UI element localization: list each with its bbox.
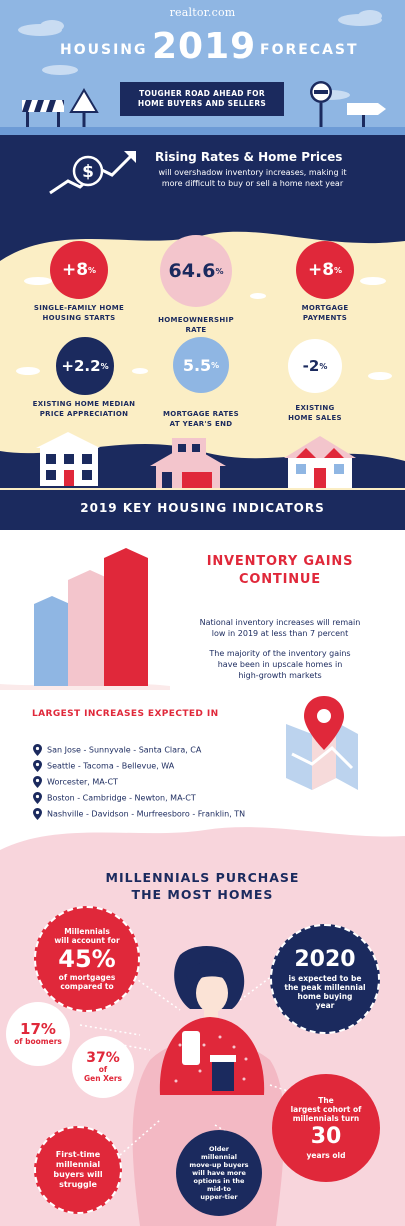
bubble-text: millennials turn <box>292 1114 360 1123</box>
inventory-text-majority <box>175 648 385 681</box>
coffee-cup-icon <box>212 1061 234 1091</box>
inventory-title-line1: INVENTORY GAINS <box>206 554 354 569</box>
stat-label-line1: EXISTING HOME MEDIAN <box>32 400 136 408</box>
stat-mortgage-payments-circle <box>296 241 354 299</box>
location-pin-icon <box>33 776 42 788</box>
house-right-icon <box>284 436 356 488</box>
bubble-text: largest cohort of <box>290 1105 362 1114</box>
bubble-cohort-30 <box>272 1074 380 1182</box>
city-list-item <box>33 744 201 756</box>
bubble-text: the peak millennial <box>284 982 366 992</box>
stat-mortgage-rates-label <box>141 409 261 429</box>
bubble-text: struggle <box>59 1180 97 1189</box>
bubble-peak-year-2020 <box>270 924 380 1034</box>
stat-home-sales-circle <box>288 339 342 393</box>
key-indicators-section <box>0 135 405 530</box>
page-title <box>0 26 405 74</box>
bubble-value: 37% <box>86 1050 120 1066</box>
warning-sign-icon <box>71 90 97 127</box>
location-pin-icon <box>33 760 42 772</box>
bubble-text: The <box>318 1096 334 1105</box>
bubble-genx-37 <box>72 1036 134 1098</box>
phone-icon <box>182 1031 200 1065</box>
realtor-logo: realtor.com <box>169 6 236 19</box>
millennials-title-line1: MILLENNIALS PURCHASE <box>105 870 300 885</box>
stat-housing-starts-label <box>19 303 139 323</box>
road-barrier-icon <box>22 100 64 127</box>
inventory-title-line2: CONTINUE <box>239 572 321 587</box>
inventory-text-line: high-growth markets <box>238 671 322 680</box>
bubble-text: First-time <box>55 1150 101 1159</box>
stat-home-sales-label <box>255 403 375 423</box>
tagline-line2: HOME BUYERS AND SELLERS <box>137 99 267 108</box>
stat-mortgage-rates-circle <box>173 337 229 393</box>
stat-suffix: % <box>215 266 224 276</box>
house-left-icon <box>36 432 100 486</box>
location-pin-icon <box>33 744 42 756</box>
stat-label-line2: HOME SALES <box>288 414 342 422</box>
bubble-text: year <box>315 1000 335 1010</box>
bubble-text: of boomers <box>14 1037 62 1046</box>
rising-subtitle <box>130 167 375 189</box>
indicators-title: 2019 KEY HOUSING INDICATORS <box>80 501 325 515</box>
stat-label-line1: MORTGAGE RATES <box>163 410 239 418</box>
stat-housing-starts-circle <box>50 241 108 299</box>
stat-label-line2: HOUSING STARTS <box>42 314 116 322</box>
bubble-move-up-buyers <box>176 1130 262 1216</box>
city-name: Seattle - Tacoma - Bellevue, WA <box>47 761 175 771</box>
bubble-boomers-17 <box>6 1002 70 1066</box>
city-list-item <box>33 808 245 820</box>
no-entry-sign-icon <box>310 81 332 127</box>
bubble-value: 45% <box>58 945 116 973</box>
bubble-text: upper-tier <box>200 1193 238 1201</box>
bubble-text: is expected to be <box>288 973 362 983</box>
stat-homeownership-label <box>136 315 256 335</box>
millennials-title-line2: THE MOST HOMES <box>131 887 274 902</box>
stat-suffix: % <box>211 360 220 370</box>
stat-label-line1: HOMEOWNERSHIP <box>158 316 234 324</box>
rising-subtitle-line2: more difficult to buy or sell a home next year <box>161 179 344 188</box>
svg-text:$: $ <box>82 162 94 182</box>
road-ground <box>0 127 405 135</box>
inventory-bars-illustration <box>0 540 170 690</box>
tagline-line1: TOUGHER ROAD AHEAD FOR <box>139 89 265 98</box>
bubble-text: mid-to <box>207 1185 231 1193</box>
rising-chart-icon <box>48 147 138 197</box>
stat-homeownership-value: 64.6 <box>168 260 216 282</box>
inventory-text-line: low in 2019 at less than 7 percent <box>211 629 349 638</box>
stat-suffix: % <box>319 361 328 371</box>
city-name: Worcester, MA-CT <box>47 777 118 787</box>
stat-label-line1: EXISTING <box>295 404 335 412</box>
title-housing: HOUSING <box>60 42 148 58</box>
stat-label-line1: SINGLE-FAMILY HOME <box>33 304 125 312</box>
bubble-text: buyers will <box>53 1170 103 1179</box>
millennials-title <box>0 869 405 903</box>
bubble-text: will account for <box>54 936 120 945</box>
stat-label-line2: PAYMENTS <box>302 314 348 322</box>
bubble-text: of <box>98 1065 108 1074</box>
arrow-sign-icon <box>347 103 386 127</box>
inventory-text-national <box>175 617 385 639</box>
stat-mortgage-payments-label <box>265 303 385 323</box>
stat-label-line1: MORTGAGE <box>301 304 349 312</box>
rising-subtitle-line1: will overshadow inventory increases, making it <box>158 168 347 177</box>
stat-label-line2: RATE <box>185 326 207 334</box>
stat-suffix: % <box>100 361 109 371</box>
bubble-value: 30 <box>310 1124 342 1149</box>
bubble-first-time-buyers <box>34 1126 122 1214</box>
rising-title: Rising Rates & Home Prices <box>155 150 343 164</box>
bubble-text: Gen Xers <box>83 1074 123 1083</box>
location-pin-icon <box>33 792 42 804</box>
stat-label-line2: PRICE APPRECIATION <box>39 410 129 418</box>
bubble-text: home buying <box>297 991 353 1001</box>
bubble-millennials-45 <box>34 906 140 1012</box>
bar-tall-icon <box>104 548 148 686</box>
city-name: Nashville - Davidson - Murfreesboro - Franklin, TN <box>47 809 246 819</box>
stat-price-appreciation-label <box>24 399 144 419</box>
inventory-title <box>180 553 380 589</box>
largest-increases-title: LARGEST INCREASES EXPECTED IN <box>32 709 219 719</box>
stat-suffix: % <box>88 265 97 275</box>
bubble-text: of mortgages <box>58 973 116 982</box>
city-list-item <box>33 760 174 772</box>
inventory-text-line: The majority of the inventory gains <box>209 649 351 658</box>
house-middle-icon <box>150 438 226 488</box>
stat-suffix: % <box>334 265 343 275</box>
bubble-value: 2020 <box>294 946 356 972</box>
inventory-text-line: have been in upscale homes in <box>217 660 343 669</box>
stat-homeownership-circle <box>160 235 232 307</box>
stat-home-sales-value: -2 <box>302 357 320 375</box>
houses-illustration <box>0 430 405 495</box>
inventory-text-line: National inventory increases will remain <box>199 618 361 627</box>
bubble-text: will have more <box>192 1169 246 1177</box>
stat-price-appreciation-value: +2.2 <box>61 357 101 375</box>
tagline-box <box>120 82 284 116</box>
bubble-value: 17% <box>20 1020 56 1038</box>
city-list-item <box>33 792 196 804</box>
header-section <box>0 0 405 135</box>
bubble-text: millennial <box>201 1153 237 1161</box>
bubble-text: Millennials <box>64 927 110 936</box>
bubble-text: millennial <box>55 1160 101 1169</box>
bubble-text: compared to <box>60 982 114 991</box>
stat-housing-starts-value: +8 <box>61 260 89 280</box>
map-pin-illustration <box>282 694 362 794</box>
bubble-text: Older <box>208 1145 230 1153</box>
location-pin-icon <box>33 808 42 820</box>
millennial-person-illustration <box>140 945 275 1105</box>
stat-price-appreciation-circle <box>56 337 114 395</box>
city-list-item <box>33 776 118 788</box>
bubble-text: move-up buyers <box>189 1161 249 1169</box>
title-year: 2019 <box>152 26 257 67</box>
bar-short-icon <box>34 596 70 686</box>
city-name: Boston - Cambridge - Newton, MA-CT <box>47 793 196 803</box>
stat-mortgage-rates-value: 5.5 <box>182 355 212 375</box>
bubble-text: options in the <box>193 1177 245 1185</box>
city-name: San Jose - Sunnyvale - Santa Clara, CA <box>47 745 202 755</box>
stat-mortgage-payments-value: +8 <box>307 260 335 280</box>
title-forecast: FORECAST <box>260 42 359 58</box>
stat-label-line2: AT YEAR'S END <box>169 420 233 428</box>
bubble-text: years old <box>306 1151 346 1160</box>
